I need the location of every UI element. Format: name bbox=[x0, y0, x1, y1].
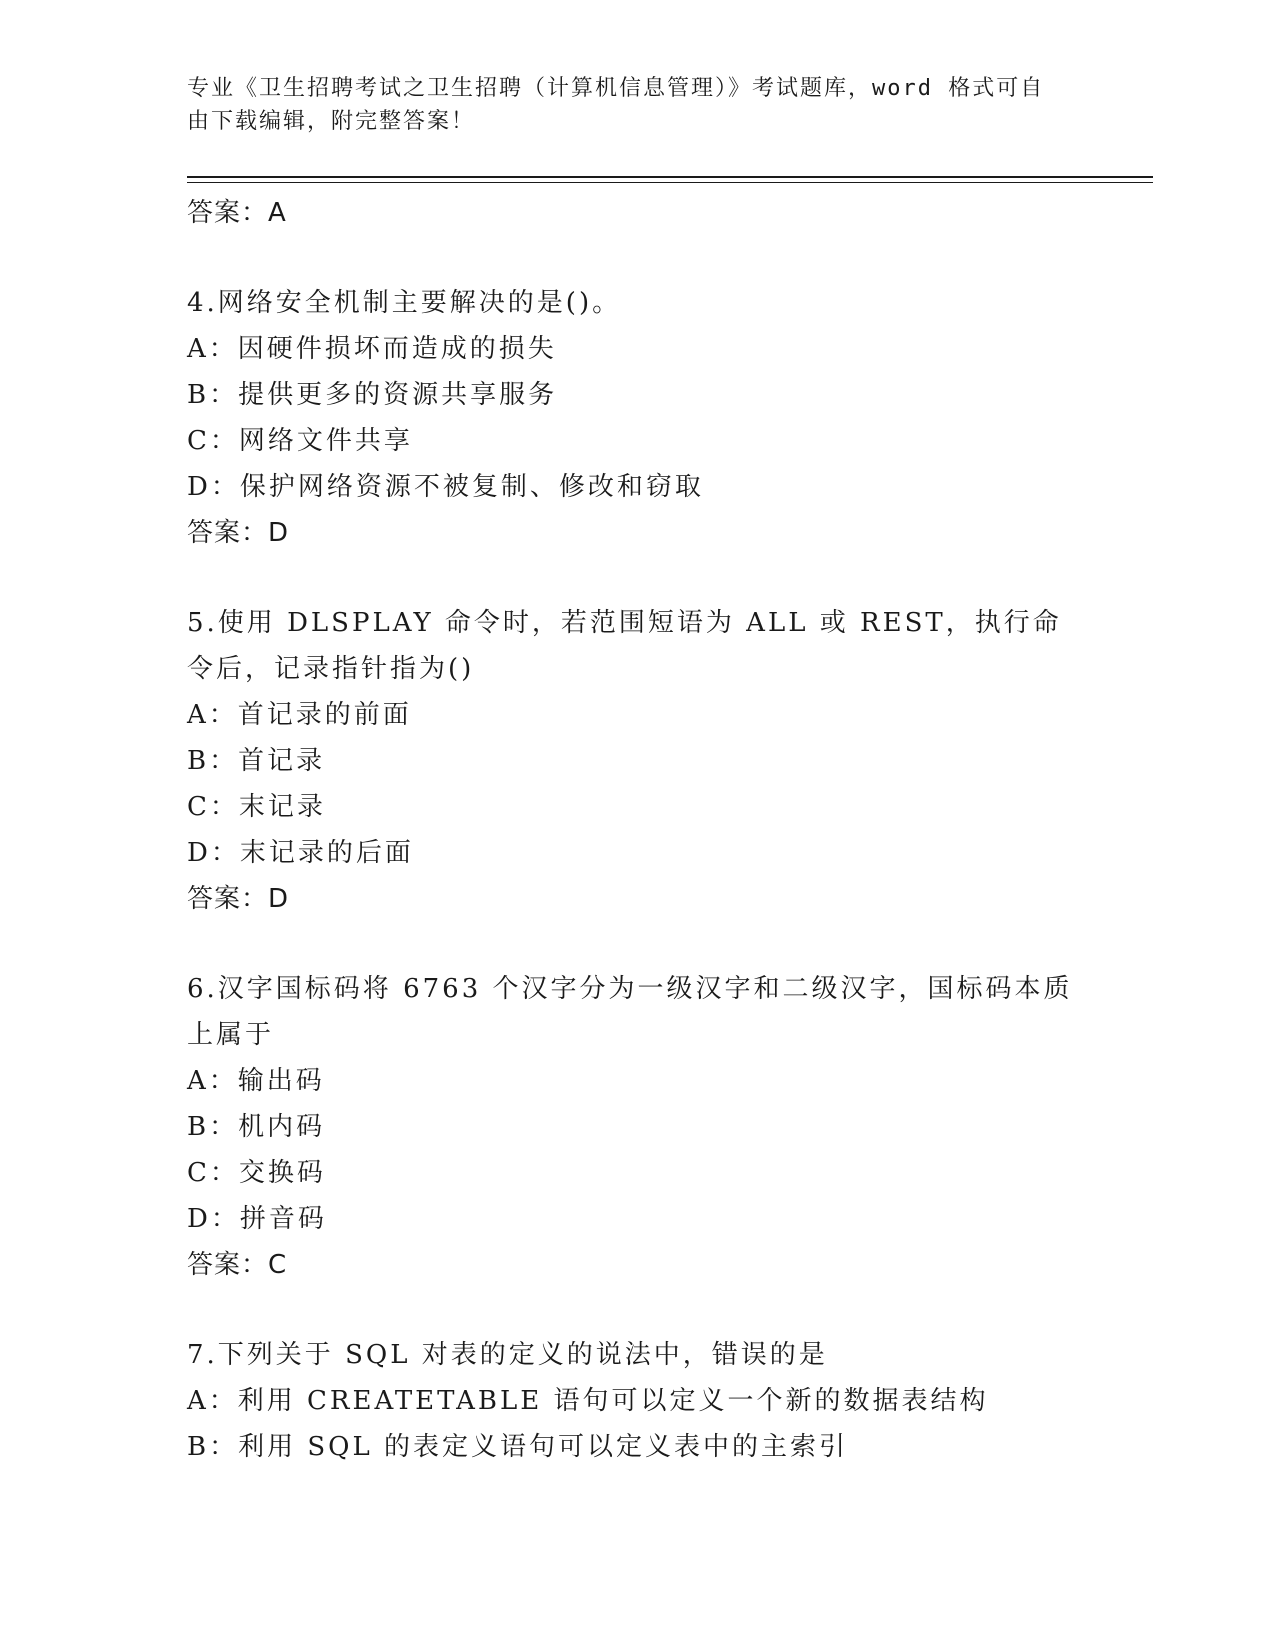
option-c: C：末记录 bbox=[187, 792, 326, 822]
question-5 bbox=[187, 600, 1087, 922]
option-a: A：首记录的前面 bbox=[187, 700, 412, 730]
document-intro: 专业《卫生招聘考试之卫生招聘（计算机信息管理）》考试题库，word 格式可自由下载编辑，附完整答案！ bbox=[187, 76, 1045, 134]
question-text: 7.下列关于 SQL 对表的定义的说法中，错误的是 bbox=[187, 1340, 828, 1370]
header-divider-thin bbox=[187, 182, 1153, 183]
option-a: A：输出码 bbox=[187, 1066, 325, 1096]
question-text: 6.汉字国标码将 6763 个汉字分为一级汉字和二级汉字，国标码本质上属于 bbox=[187, 974, 1073, 1050]
answer-line: 答案：D bbox=[187, 884, 290, 914]
question-4 bbox=[187, 280, 1087, 556]
answer-line: 答案：C bbox=[187, 1250, 288, 1280]
option-b: B：首记录 bbox=[187, 746, 326, 776]
option-c: C：交换码 bbox=[187, 1158, 326, 1188]
option-b: B：利用 SQL 的表定义语句可以定义表中的主索引 bbox=[187, 1432, 849, 1462]
header-divider-thick bbox=[187, 176, 1153, 178]
question-6 bbox=[187, 966, 1087, 1288]
answer-line: 答案：D bbox=[187, 518, 290, 548]
question-text: 4.网络安全机制主要解决的是()。 bbox=[187, 288, 622, 318]
option-b: B：机内码 bbox=[187, 1112, 326, 1142]
option-b: B：提供更多的资源共享服务 bbox=[187, 380, 558, 410]
option-d: D：保护网络资源不被复制、修改和窃取 bbox=[187, 472, 704, 502]
option-a: A：利用 CREATETABLE 语句可以定义一个新的数据表结构 bbox=[187, 1386, 989, 1416]
question-7 bbox=[187, 1332, 1087, 1470]
answer-line-q3: 答案：A bbox=[187, 198, 287, 228]
option-c: C：网络文件共享 bbox=[187, 426, 413, 456]
option-d: D：末记录的后面 bbox=[187, 838, 414, 868]
question-list bbox=[187, 190, 1087, 1470]
question-text: 5.使用 DLSPLAY 命令时，若范围短语为 ALL 或 REST，执行命令后，记录指针指为() bbox=[187, 608, 1062, 684]
option-a: A：因硬件损坏而造成的损失 bbox=[187, 334, 557, 364]
option-d: D：拼音码 bbox=[187, 1204, 327, 1234]
